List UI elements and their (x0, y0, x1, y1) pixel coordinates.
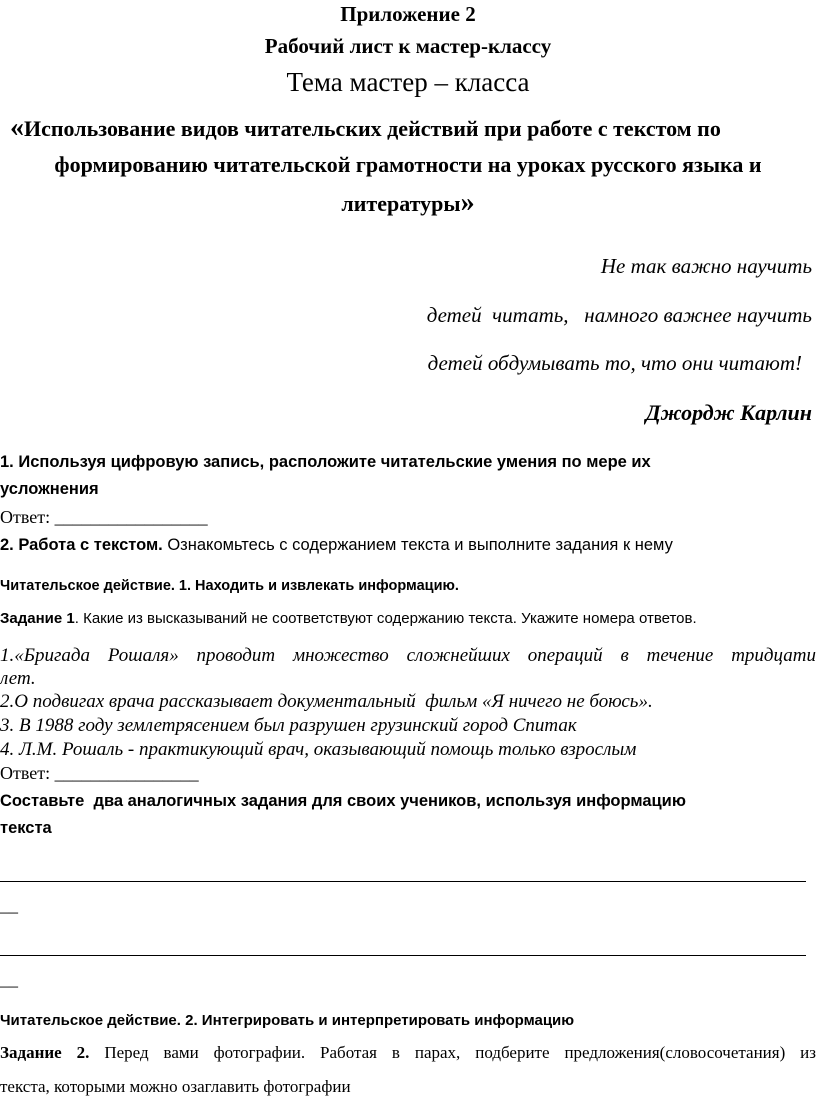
answer-rule-1-tail: __ (0, 895, 18, 915)
task2-prompt-line2: текста, которыми можно озаглавить фотографии (0, 1077, 351, 1096)
appendix-label: Приложение 2 (340, 2, 476, 26)
worksheet-title: Рабочий лист к мастер-классу (264, 34, 552, 58)
task1-heading-line1: 1. Используя цифровую запись, расположите читательские умения по мере их (0, 453, 651, 471)
task1-1-answer-line[interactable]: Ответ: ________________ (0, 763, 199, 783)
answer-rule-2-tail: __ (0, 969, 18, 989)
option-2: 2.О подвигах врача рассказывает документальный фильм «Я ничего не боюсь». (0, 691, 653, 712)
answer-rule-2[interactable] (0, 955, 806, 956)
epigraph-author: Джордж Карлин (645, 400, 812, 425)
master-class-title-line1: «Использование видов читательских действий при работе с текстом по (10, 112, 721, 143)
master-class-title-line2: формированию читательской грамотности на уроках русского языка и (54, 152, 762, 177)
epigraph-line2: детей читать, намного важнее научить (426, 303, 812, 327)
task2-prompt-line1: Задание 2. Перед вами фотографии. Работая в парах, подберите предложения(словосочетания) из (0, 1043, 816, 1062)
task1-1-prompt: Задание 1. Какие из высказываний не соответствуют содержанию текста. Укажите номера ответов. (0, 610, 697, 627)
compose-tasks-line2: текста (0, 819, 52, 837)
compose-tasks-line1: Составьте два аналогичных задания для своих учеников, используя информацию (0, 792, 686, 810)
task2-heading: 2. Работа с текстом. Ознакомьтесь с содержанием текста и выполните задания к нему (0, 536, 673, 554)
task1-answer-line[interactable]: Ответ: _________________ (0, 507, 208, 527)
option-1: 1.«Бригада Рошаля» проводит множество сложнейших операций в течение тридцати (0, 645, 816, 666)
theme-label: Тема мастер – класса (286, 67, 530, 97)
epigraph-line3: детей обдумывать то, что они читают! (427, 351, 802, 375)
epigraph-line1: Не так важно научить (600, 254, 812, 278)
reading-action1-label: Читательское действие. 1. Находить и извлекать информацию. (0, 578, 459, 594)
option-3: 3. В 1988 году землетрясением был разрушен грузинский город Спитак (0, 715, 577, 736)
answer-rule-1[interactable] (0, 881, 806, 882)
master-class-title-line3: литературы» (341, 187, 475, 218)
reading-action2-label: Читательское действие. 2. Интегрировать и интерпретировать информацию (0, 1012, 575, 1029)
option-4: 4. Л.М. Рошаль - практикующий врач, оказывающий помощь только взрослым (0, 739, 637, 760)
task1-heading-line2: усложнения (0, 480, 99, 498)
option-1-continued: лет. (0, 668, 36, 689)
